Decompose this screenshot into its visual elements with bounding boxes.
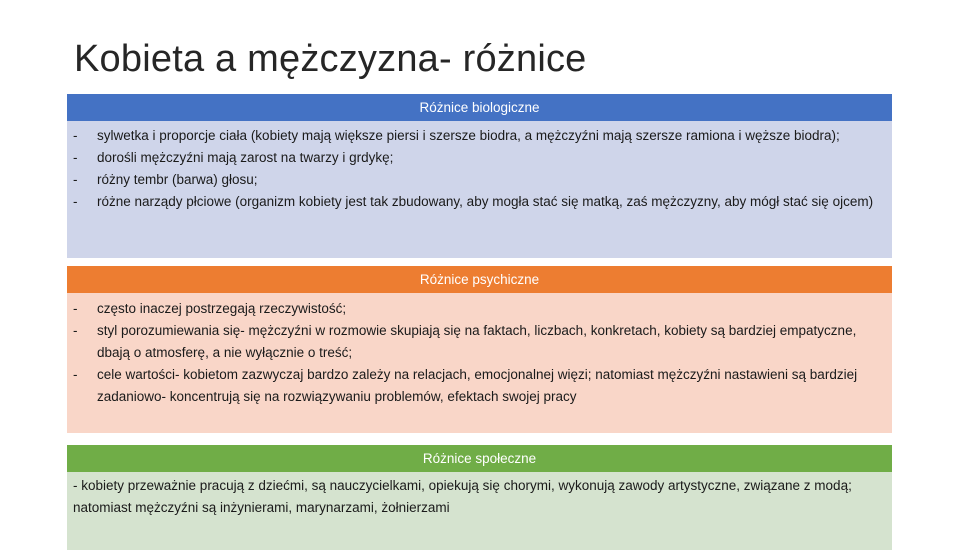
list-item: - różne narządy płciowe (organizm kobiety jest tak zbudowany, aby mogła stać się matką, zaś mężczyzny, aby mógł stać się ojcem) (73, 191, 882, 213)
section-body-biological (67, 121, 892, 258)
section-header-social: Różnice społeczne (67, 445, 892, 472)
section-body-psychological (67, 293, 892, 433)
psychological-list (73, 298, 882, 408)
list-item: - często inaczej postrzegają rzeczywistość; (73, 298, 882, 320)
section-header-biological: Różnice biologiczne (67, 94, 892, 121)
list-item: - cele wartości- kobietom zazwyczaj bardzo zależy na relacjach, emocjonalnej więzi; natomiast mężczyźni nastawieni są bardziej zadaniowo- koncentrują się na rozwiązywaniu problemów, efektach swojej pracy (73, 364, 882, 408)
slide-title: Kobieta a mężczyzna- różnice (74, 38, 587, 80)
section-header-psychological: Różnice psychiczne (67, 266, 892, 293)
list-item: - różny tembr (barwa) głosu; (73, 169, 882, 191)
section-biological (67, 94, 892, 258)
section-body-social (67, 472, 892, 550)
list-item: - dorośli mężczyźni mają zarost na twarzy i grdykę; (73, 147, 882, 169)
list-item: - sylwetka i proporcje ciała (kobiety mają większe piersi i szersze biodra, a mężczyźni mają szersze ramiona i węższe biodra); (73, 125, 882, 147)
list-item: - styl porozumiewania się- mężczyźni w rozmowie skupiają się na faktach, liczbach, konkretach, kobiety są bardziej empatyczne, dbają o atmosferę, a nie wyłącznie o treść; (73, 320, 882, 364)
social-text: - kobiety przeważnie pracują z dziećmi, są nauczycielkami, opiekują się chorymi, wykonują zawody artystyczne, związane z modą; natomiast mężczyźni są inżynierami, marynarzami, żołnierzami (73, 478, 852, 515)
biological-list (73, 125, 882, 213)
section-psychological (67, 266, 892, 433)
section-social (67, 445, 892, 550)
